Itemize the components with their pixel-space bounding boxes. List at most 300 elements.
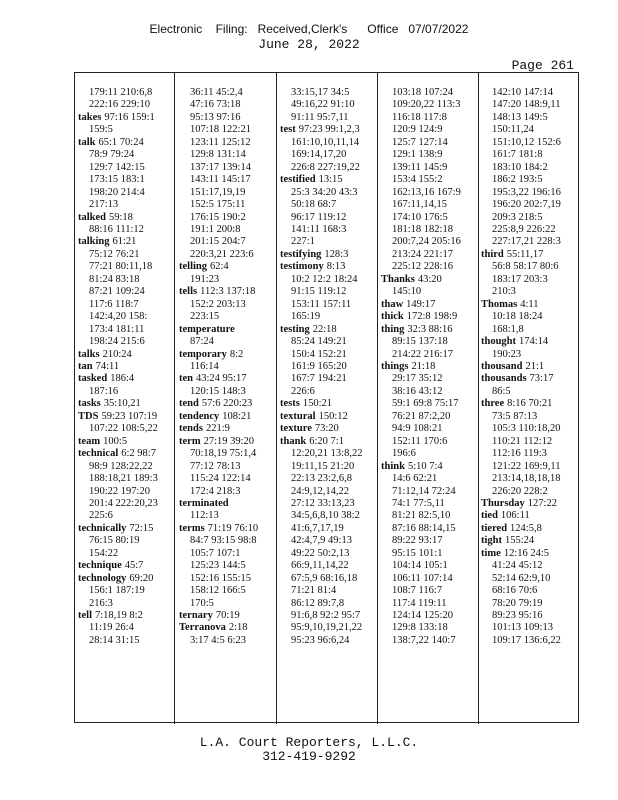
index-entry bbox=[280, 336, 378, 348]
index-entry bbox=[381, 236, 479, 248]
index-entry bbox=[381, 448, 479, 460]
page-line-refs: 62:4 bbox=[210, 261, 229, 273]
page-line-refs: 14:6 62:21 bbox=[392, 473, 438, 485]
index-entry bbox=[280, 510, 378, 522]
index-entry bbox=[381, 124, 479, 136]
page-line-refs: 41:6,7,17,19 bbox=[291, 522, 344, 534]
index-term: temperature bbox=[179, 323, 235, 335]
index-entry bbox=[280, 174, 378, 186]
page-line-refs: 174:10 176:5 bbox=[392, 211, 448, 223]
index-entry bbox=[381, 622, 479, 634]
index-term: tells bbox=[179, 286, 198, 298]
page-line-refs: 201:15 204:7 bbox=[190, 236, 246, 248]
page-line-refs: 121:22 169:9,11 bbox=[492, 460, 561, 472]
page-line-refs: 81:21 82:5,10 bbox=[392, 510, 451, 522]
index-term: testing bbox=[280, 323, 310, 335]
page-line-refs: 125:23 144:5 bbox=[190, 560, 246, 572]
index-entry bbox=[481, 436, 579, 448]
page-line-refs: 152:5 175:11 bbox=[190, 199, 246, 211]
index-entry bbox=[481, 199, 579, 211]
index-entry bbox=[78, 585, 176, 597]
index-entry bbox=[481, 236, 579, 248]
index-entry bbox=[179, 560, 277, 572]
page-line-refs: 159:5 bbox=[89, 124, 113, 136]
index-entry bbox=[179, 473, 277, 485]
page-line-refs: 50:18 68:7 bbox=[291, 199, 337, 211]
page-line-refs: 107:18 122:21 bbox=[190, 124, 251, 136]
index-entry bbox=[481, 486, 579, 498]
index-entry bbox=[381, 610, 479, 622]
page-line-refs: 201:4 222:20,23 bbox=[89, 497, 158, 509]
page-line-refs: 6:20 7:1 bbox=[309, 435, 344, 447]
page-line-refs: 143:11 145:17 bbox=[190, 174, 251, 186]
index-term: talks bbox=[78, 348, 100, 360]
index-entry bbox=[381, 510, 479, 522]
index-entry bbox=[179, 436, 277, 448]
index-column-2 bbox=[179, 87, 277, 647]
page-line-refs: 86:12 89:7,8 bbox=[291, 597, 345, 609]
index-entry bbox=[179, 398, 277, 410]
page-line-refs: 106:11 107:14 bbox=[392, 572, 453, 584]
page-line-refs: 6:2 98:7 bbox=[121, 448, 156, 460]
index-entry bbox=[381, 361, 479, 373]
page-line-refs: 21:1 bbox=[525, 360, 545, 372]
page-line-refs: 151:17,19,19 bbox=[190, 186, 246, 198]
index-term: terms bbox=[179, 522, 205, 534]
index-entry bbox=[481, 224, 579, 236]
index-entry bbox=[179, 361, 277, 373]
index-entry bbox=[280, 486, 378, 498]
page-line-refs: 137:17 139:14 bbox=[190, 161, 251, 173]
index-entry bbox=[78, 535, 176, 547]
index-entry bbox=[78, 461, 176, 473]
page-line-refs: 120:15 148:3 bbox=[190, 385, 246, 397]
index-entry bbox=[179, 311, 277, 323]
index-entry bbox=[179, 548, 277, 560]
page-line-refs: 129:8 131:14 bbox=[190, 149, 246, 161]
index-entry bbox=[280, 224, 378, 236]
page-line-refs: 226:8 227:19,22 bbox=[291, 161, 360, 173]
index-entry bbox=[381, 87, 479, 99]
page-line-refs: 52:14 62:9,10 bbox=[492, 572, 551, 584]
page-line-refs: 152:16 155:15 bbox=[190, 572, 251, 584]
page-line-refs: 49:22 50:2,13 bbox=[291, 547, 350, 559]
page-line-refs: 174:14 bbox=[519, 336, 549, 348]
index-entry bbox=[179, 236, 277, 248]
page-line-refs: 173:15 183:1 bbox=[89, 174, 145, 186]
index-entry bbox=[481, 87, 579, 99]
index-entry bbox=[381, 635, 479, 647]
page-line-refs: 150:4 152:21 bbox=[291, 348, 347, 360]
index-term: ternary bbox=[179, 610, 213, 622]
page-line-refs: 28:14 31:15 bbox=[89, 634, 140, 646]
page-line-refs: 42:4,7,9 49:13 bbox=[291, 535, 352, 547]
index-term: telling bbox=[179, 261, 207, 273]
page-line-refs: 167:7 194:21 bbox=[291, 373, 347, 385]
index-entry bbox=[481, 311, 579, 323]
page-line-refs: 95:9,10,19,21,22 bbox=[291, 622, 363, 634]
page-line-refs: 89:22 93:17 bbox=[392, 535, 443, 547]
index-entry bbox=[280, 398, 378, 410]
index-entry bbox=[78, 398, 176, 410]
page-line-refs: 84:7 93:15 98:8 bbox=[190, 535, 257, 547]
page-line-refs: 3:17 4:5 6:23 bbox=[190, 634, 247, 646]
index-entry bbox=[78, 112, 176, 124]
index-entry bbox=[179, 585, 277, 597]
page-line-refs: 210:3 bbox=[492, 286, 516, 298]
index-entry bbox=[381, 585, 479, 597]
page-line-refs: 100:5 bbox=[103, 435, 128, 447]
index-term: technical bbox=[78, 448, 119, 460]
index-entry bbox=[481, 349, 579, 361]
index-entry bbox=[280, 236, 378, 248]
page-line-refs: 198:20 214:4 bbox=[89, 186, 145, 198]
page-line-refs: 213:24 221:17 bbox=[392, 248, 453, 260]
index-entry bbox=[481, 137, 579, 149]
filing-header: Electronic Filing: Received,Clerk's Office 07/07/2022 bbox=[149, 22, 469, 36]
page-line-refs: 73:5 87:13 bbox=[492, 410, 538, 422]
index-entry bbox=[280, 573, 378, 585]
index-entry bbox=[78, 299, 176, 311]
index-entry bbox=[381, 99, 479, 111]
index-entry bbox=[381, 560, 479, 572]
index-entry bbox=[481, 299, 579, 311]
page-line-refs: 165:19 bbox=[291, 311, 321, 323]
index-entry bbox=[179, 212, 277, 224]
index-entry bbox=[481, 398, 579, 410]
page-line-refs: 78:20 79:19 bbox=[492, 597, 543, 609]
index-term: talk bbox=[78, 136, 96, 148]
index-entry bbox=[179, 349, 277, 361]
index-entry bbox=[280, 274, 378, 286]
index-entry bbox=[481, 124, 579, 136]
index-entry bbox=[179, 261, 277, 273]
index-term: testimony bbox=[280, 261, 324, 273]
index-entry bbox=[78, 212, 176, 224]
page-line-refs: 169:14,17,20 bbox=[291, 149, 347, 161]
index-entry bbox=[280, 349, 378, 361]
index-entry bbox=[481, 448, 579, 460]
page-line-refs: 124:14 125:20 bbox=[392, 610, 453, 622]
index-entry bbox=[481, 361, 579, 373]
page-line-refs: 147:20 148:9,11 bbox=[492, 99, 561, 111]
page-line-refs: 41:24 45:12 bbox=[492, 560, 543, 572]
page-line-refs: 105:3 110:18,20 bbox=[492, 423, 561, 435]
page-line-refs: 27:12 33:13,23 bbox=[291, 497, 355, 509]
page-line-refs: 85:24 149:21 bbox=[291, 336, 347, 348]
index-entry bbox=[78, 598, 176, 610]
page-line-refs: 86:5 bbox=[492, 385, 511, 397]
page-line-refs: 91:15 119:12 bbox=[291, 286, 347, 298]
page-line-refs: 49:16,22 91:10 bbox=[291, 99, 355, 111]
page-line-refs: 103:18 107:24 bbox=[392, 87, 453, 98]
page-line-refs: 112:16 119:3 bbox=[492, 448, 547, 460]
page-line-refs: 216:3 bbox=[89, 597, 113, 609]
page-line-refs: 186:4 bbox=[110, 373, 135, 385]
page-line-refs: 128:3 bbox=[324, 248, 349, 260]
index-entry bbox=[481, 585, 579, 597]
page-line-refs: 217:13 bbox=[89, 199, 119, 211]
page-line-refs: 98:9 128:22,22 bbox=[89, 460, 153, 472]
page-line-refs: 181:18 182:18 bbox=[392, 223, 453, 235]
index-entry bbox=[280, 286, 378, 298]
page-line-refs: 97:23 99:1,2,3 bbox=[298, 124, 360, 136]
page-line-refs: 112:3 137:18 bbox=[200, 286, 256, 298]
index-entry bbox=[179, 324, 277, 336]
index-entry bbox=[179, 87, 277, 99]
index-entry bbox=[78, 635, 176, 647]
index-entry bbox=[179, 510, 277, 522]
index-term: technique bbox=[78, 560, 122, 572]
index-term: Thomas bbox=[481, 298, 518, 310]
index-entry bbox=[179, 336, 277, 348]
index-entry bbox=[481, 411, 579, 423]
page-line-refs: 59:23 107:19 bbox=[101, 410, 158, 422]
index-entry bbox=[481, 112, 579, 124]
page-line-refs: 45:7 bbox=[124, 560, 144, 572]
page-line-refs: 89:23 95:16 bbox=[492, 610, 543, 622]
page-line-refs: 190:22 197:20 bbox=[89, 485, 150, 497]
index-entry bbox=[280, 212, 378, 224]
index-entry bbox=[381, 137, 479, 149]
index-entry bbox=[78, 311, 176, 323]
index-term: tasks bbox=[78, 398, 101, 410]
index-entry bbox=[280, 99, 378, 111]
index-term: textural bbox=[280, 410, 316, 422]
index-entry bbox=[381, 598, 479, 610]
page-line-refs: 200:7,24 205:16 bbox=[392, 236, 461, 248]
page-line-refs: 209:3 218:5 bbox=[492, 211, 543, 223]
page-line-refs: 226:20 228:2 bbox=[492, 485, 548, 497]
page-line-refs: 59:1 69:8 75:17 bbox=[392, 398, 459, 410]
page-line-refs: 22:18 bbox=[312, 323, 337, 335]
page-line-refs: 117:6 118:7 bbox=[89, 298, 139, 310]
index-entry bbox=[179, 448, 277, 460]
index-entry bbox=[481, 461, 579, 473]
index-entry bbox=[280, 149, 378, 161]
page-line-refs: 142:4,20 158: bbox=[89, 311, 148, 323]
index-term: testified bbox=[280, 174, 316, 186]
page-line-refs: 195:3,22 196:16 bbox=[492, 186, 561, 198]
page-line-refs: 150:21 bbox=[302, 398, 332, 410]
index-entry bbox=[280, 162, 378, 174]
page-line-refs: 22:13 23:2,6,8 bbox=[291, 473, 352, 485]
page-line-refs: 95:15 101:1 bbox=[392, 547, 443, 559]
index-term: tests bbox=[280, 398, 300, 410]
index-entry bbox=[280, 473, 378, 485]
index-entry bbox=[280, 622, 378, 634]
page-line-refs: 190:23 bbox=[492, 348, 522, 360]
page-line-refs: 225:12 228:16 bbox=[392, 261, 453, 273]
transcript-date: June 28, 2022 bbox=[258, 37, 360, 52]
index-entry bbox=[280, 436, 378, 448]
index-entry bbox=[280, 461, 378, 473]
index-entry bbox=[280, 373, 378, 385]
page-line-refs: 27:19 39:20 bbox=[203, 435, 255, 447]
index-term: testifying bbox=[280, 248, 322, 260]
page-line-refs: 75:12 76:21 bbox=[89, 248, 140, 260]
index-term: Thanks bbox=[381, 273, 415, 285]
page-line-refs: 198:24 215:6 bbox=[89, 336, 145, 348]
page-line-refs: 152:2 203:13 bbox=[190, 298, 246, 310]
page-line-refs: 95:23 96:6,24 bbox=[291, 634, 350, 646]
page-line-refs: 156:1 187:19 bbox=[89, 585, 145, 597]
page-line-refs: 109:17 136:6,22 bbox=[492, 634, 561, 646]
index-entry bbox=[179, 386, 277, 398]
index-column-3 bbox=[280, 87, 378, 647]
index-entry bbox=[381, 212, 479, 224]
index-entry bbox=[179, 274, 277, 286]
index-entry bbox=[481, 187, 579, 199]
page-line-refs: 36:11 45:2,4 bbox=[190, 87, 243, 98]
page-line-refs: 95:13 97:16 bbox=[190, 111, 241, 123]
page-line-refs: 59:18 bbox=[109, 211, 133, 223]
index-entry bbox=[481, 510, 579, 522]
page-line-refs: 67:5,9 68:16,18 bbox=[291, 572, 358, 584]
page-line-refs: 8:16 70:21 bbox=[507, 398, 553, 410]
index-term: thousands bbox=[481, 373, 527, 385]
index-entry bbox=[481, 622, 579, 634]
index-entry bbox=[78, 162, 176, 174]
page-line-refs: 152:11 170:6 bbox=[392, 435, 448, 447]
page-line-refs: 168:1,8 bbox=[492, 323, 524, 335]
index-entry bbox=[481, 212, 579, 224]
page-line-refs: 117:4 119:11 bbox=[392, 597, 447, 609]
index-entry bbox=[78, 349, 176, 361]
index-entry bbox=[481, 473, 579, 485]
index-entry bbox=[280, 585, 378, 597]
page-line-refs: 88:16 111:12 bbox=[89, 223, 144, 235]
index-term: time bbox=[481, 547, 501, 559]
index-entry bbox=[280, 498, 378, 510]
index-entry bbox=[78, 610, 176, 622]
index-term: test bbox=[280, 124, 296, 136]
page-line-refs: 94:9 108:21 bbox=[392, 423, 443, 435]
page-line-refs: 107:22 108:5,22 bbox=[89, 423, 158, 435]
index-entry bbox=[280, 448, 378, 460]
page-line-refs: 104:14 105:1 bbox=[392, 560, 448, 572]
index-entry bbox=[481, 261, 579, 273]
page-line-refs: 19:11,15 21:20 bbox=[291, 460, 355, 472]
page-line-refs: 116:14 bbox=[190, 360, 219, 372]
page-line-refs: 35:10,21 bbox=[103, 398, 141, 410]
index-entry bbox=[381, 386, 479, 398]
index-entry bbox=[481, 373, 579, 385]
page-line-refs: 210:24 bbox=[102, 348, 132, 360]
index-entry bbox=[381, 423, 479, 435]
page-line-refs: 227:17,21 228:3 bbox=[492, 236, 561, 248]
index-entry bbox=[280, 535, 378, 547]
page-line-refs: 142:10 147:14 bbox=[492, 87, 553, 98]
index-term: third bbox=[481, 248, 504, 260]
index-entry bbox=[280, 311, 378, 323]
index-entry bbox=[179, 423, 277, 435]
page-number: Page 261 bbox=[511, 58, 574, 73]
index-entry bbox=[381, 174, 479, 186]
index-term: thousand bbox=[481, 360, 523, 372]
index-term: ten bbox=[179, 373, 193, 385]
page-line-refs: 77:21 80:11,18 bbox=[89, 261, 153, 273]
page-line-refs: 29:17 35:12 bbox=[392, 373, 443, 385]
index-entry bbox=[381, 299, 479, 311]
page-line-refs: 10:18 18:24 bbox=[492, 311, 543, 323]
page-line-refs: 70:19 bbox=[215, 610, 240, 622]
page-line-refs: 25:3 34:20 43:3 bbox=[291, 186, 358, 198]
index-entry bbox=[179, 461, 277, 473]
index-term: tiered bbox=[481, 522, 508, 534]
index-entry bbox=[179, 187, 277, 199]
index-entry bbox=[280, 423, 378, 435]
index-entry bbox=[179, 573, 277, 585]
index-entry bbox=[280, 560, 378, 572]
index-entry bbox=[280, 199, 378, 211]
page-line-refs: 129:1 138:9 bbox=[392, 149, 443, 161]
index-entry bbox=[481, 324, 579, 336]
index-entry bbox=[481, 162, 579, 174]
index-entry bbox=[78, 224, 176, 236]
index-entry bbox=[280, 87, 378, 99]
page-line-refs: 71:12,14 72:24 bbox=[392, 485, 456, 497]
index-term: tied bbox=[481, 510, 498, 522]
page-line-refs: 196:20 202:7,19 bbox=[492, 199, 561, 211]
index-entry bbox=[78, 523, 176, 535]
page-line-refs: 78:9 79:24 bbox=[89, 149, 135, 161]
page-line-refs: 101:13 109:13 bbox=[492, 622, 553, 634]
page-line-refs: 221:9 bbox=[205, 423, 230, 435]
page-line-refs: 109:20,22 113:3 bbox=[392, 99, 461, 111]
page-line-refs: 13:15 bbox=[318, 174, 343, 186]
index-entry bbox=[481, 610, 579, 622]
page-line-refs: 32:3 88:16 bbox=[407, 323, 453, 335]
page-line-refs: 187:16 bbox=[89, 385, 119, 397]
index-entry bbox=[78, 124, 176, 136]
index-entry bbox=[78, 336, 176, 348]
index-entry bbox=[381, 535, 479, 547]
index-entry bbox=[179, 598, 277, 610]
index-entry bbox=[280, 261, 378, 273]
page-line-refs: 96:17 119:12 bbox=[291, 211, 347, 223]
index-term: tend bbox=[179, 398, 199, 410]
index-entry bbox=[280, 635, 378, 647]
index-entry bbox=[179, 635, 277, 647]
index-entry bbox=[78, 137, 176, 149]
index-entry bbox=[179, 174, 277, 186]
index-entry bbox=[280, 523, 378, 535]
page-line-refs: 10:2 12:2 18:24 bbox=[291, 273, 358, 285]
index-entry bbox=[280, 548, 378, 560]
index-term: tan bbox=[78, 360, 93, 372]
page-line-refs: 105:7 107:1 bbox=[190, 547, 241, 559]
index-entry bbox=[179, 124, 277, 136]
index-entry bbox=[381, 187, 479, 199]
page-line-refs: 183:10 184:2 bbox=[492, 161, 548, 173]
page-line-refs: 172:8 198:9 bbox=[406, 311, 458, 323]
index-entry bbox=[78, 261, 176, 273]
index-entry bbox=[179, 498, 277, 510]
page-line-refs: 129:7 142:15 bbox=[89, 161, 145, 173]
page-line-refs: 191:1 200:8 bbox=[190, 223, 241, 235]
page-line-refs: 226:6 bbox=[291, 385, 315, 397]
page-line-refs: 123:11 125:12 bbox=[190, 136, 251, 148]
reporter-phone: 312-419-9292 bbox=[262, 749, 356, 764]
page-line-refs: 74:11 bbox=[95, 360, 120, 372]
index-entry bbox=[481, 635, 579, 647]
index-entry bbox=[78, 622, 176, 634]
page-line-refs: 172:4 218:3 bbox=[190, 485, 241, 497]
index-entry bbox=[381, 436, 479, 448]
page-line-refs: 150:11,24 bbox=[492, 124, 534, 136]
page-line-refs: 129:8 133:18 bbox=[392, 622, 448, 634]
